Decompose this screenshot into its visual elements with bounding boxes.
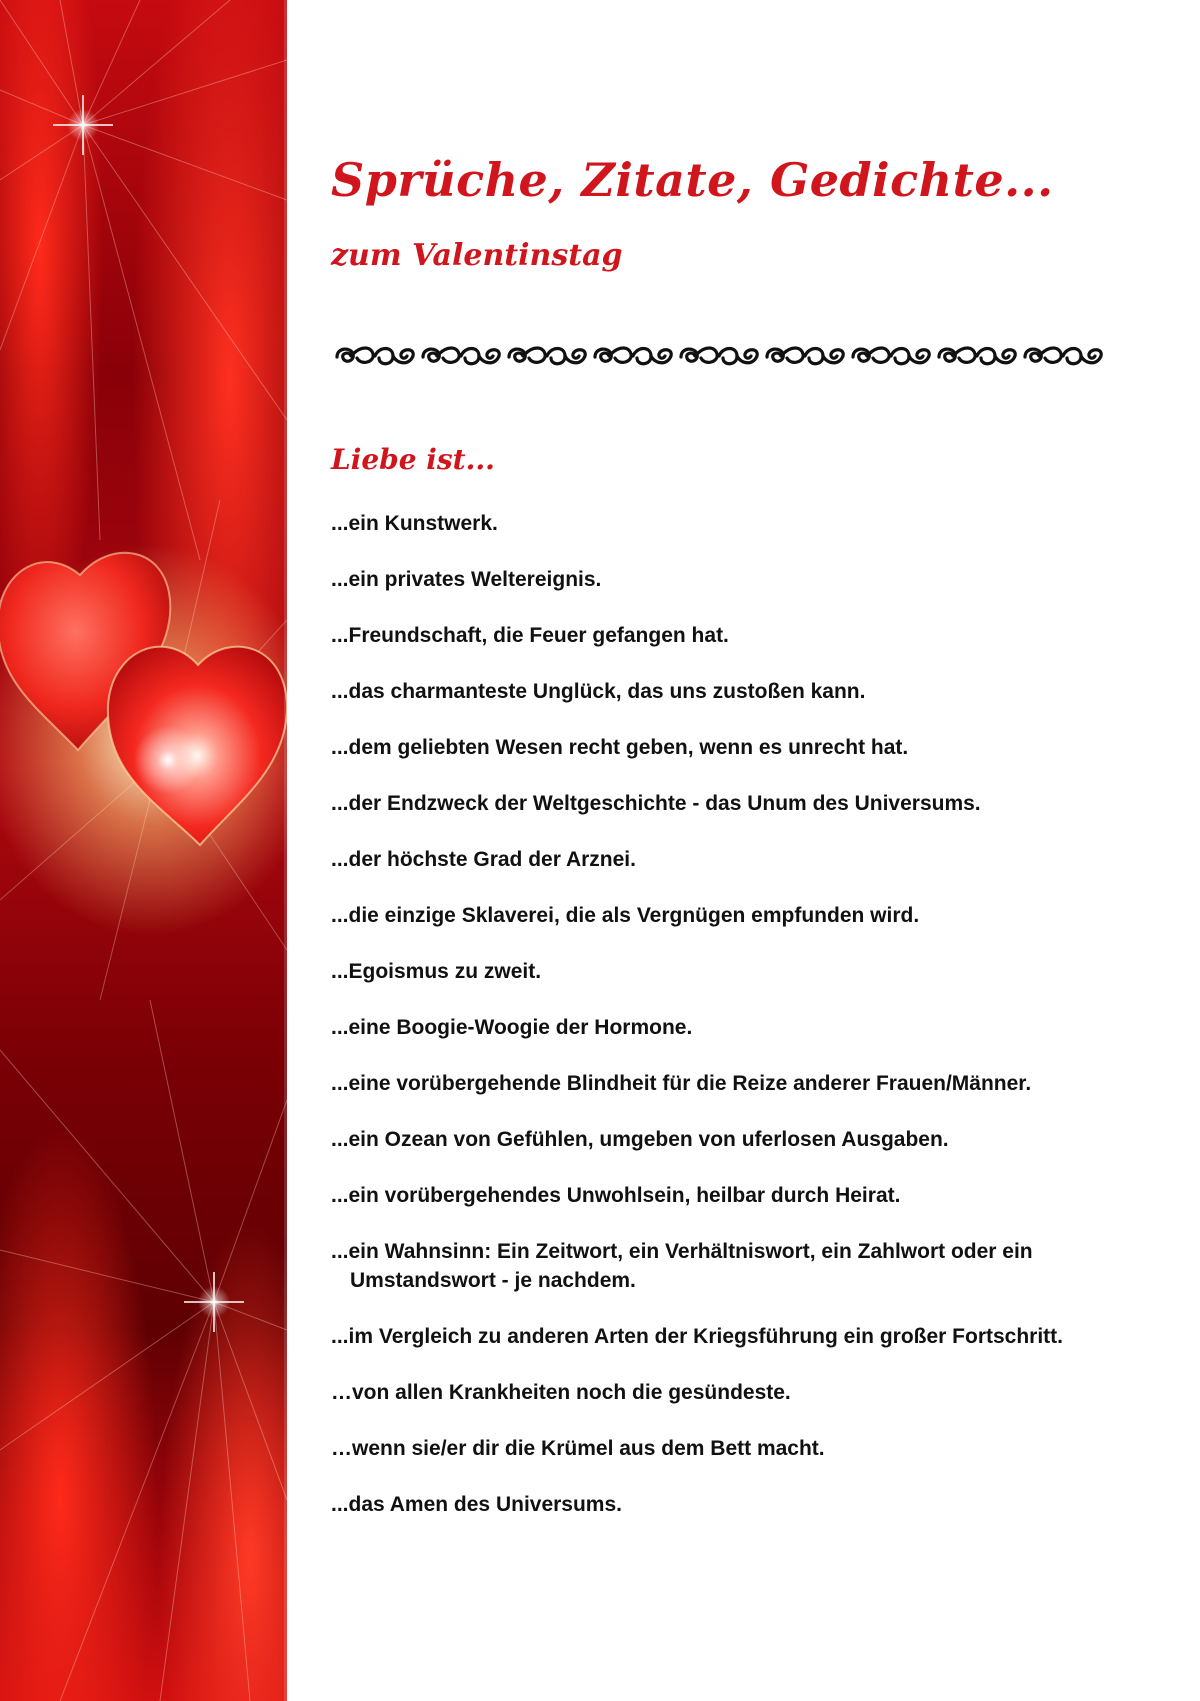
list-item: ...ein Wahnsinn: Ein Zeitwort, ein Verhältniswort, ein Zahlwort oder ein Umstandswort - je nachdem.: [331, 1240, 1033, 1292]
banner-art: [0, 0, 287, 1701]
page-subtitle: zum Valentinstag: [331, 238, 623, 273]
list-item: ...ein vorübergehendes Unwohlsein, heilbar durch Heirat.: [331, 1184, 901, 1207]
list-item: ...der Endzweck der Weltgeschichte - das Unum des Universums.: [331, 792, 981, 815]
list-item: ...das charmanteste Unglück, das uns zustoßen kann.: [331, 680, 866, 703]
light-rays-bottom: [0, 1000, 287, 1701]
list-item: ...eine Boogie-Woogie der Hormone.: [331, 1016, 693, 1039]
list-item: ...das Amen des Universums.: [331, 1493, 622, 1516]
light-rays-top: [0, 0, 287, 560]
ornamental-divider-icon: [331, 342, 1104, 372]
page-title: Sprüche, Zitate, Gedichte...: [331, 153, 1054, 207]
sparkle-bottom-icon: [184, 1272, 244, 1332]
list-item: …wenn sie/er dir die Krümel aus dem Bett macht.: [331, 1437, 825, 1460]
quote-list: [331, 509, 1181, 1546]
list-item: ...eine vorübergehende Blindheit für die Reize anderer Frauen/Männer.: [331, 1072, 1032, 1095]
list-item: ...ein Kunstwerk.: [331, 512, 498, 535]
list-item: …von allen Krankheiten noch die gesündeste.: [331, 1381, 791, 1404]
heart-glow-icon: [134, 726, 202, 794]
list-item: ...ein privates Weltereignis.: [331, 568, 602, 591]
list-item: ...Egoismus zu zweit.: [331, 960, 542, 983]
list-item: ...im Vergleich zu anderen Arten der Kriegsführung ein großer Fortschritt.: [331, 1325, 1064, 1348]
sparkle-top-icon: [53, 95, 113, 155]
list-item: ...Freundschaft, die Feuer gefangen hat.: [331, 624, 729, 647]
list-item: ...ein Ozean von Gefühlen, umgeben von uferlosen Ausgaben.: [331, 1128, 949, 1151]
list-item: ...die einzige Sklaverei, die als Vergnügen empfunden wird.: [331, 904, 920, 927]
list-item: ...dem geliebten Wesen recht geben, wenn es unrecht hat.: [331, 736, 909, 759]
red-hearts-banner: [0, 0, 287, 1701]
section-title: Liebe ist...: [331, 443, 495, 476]
list-item: ...der höchste Grad der Arznei.: [331, 848, 636, 871]
